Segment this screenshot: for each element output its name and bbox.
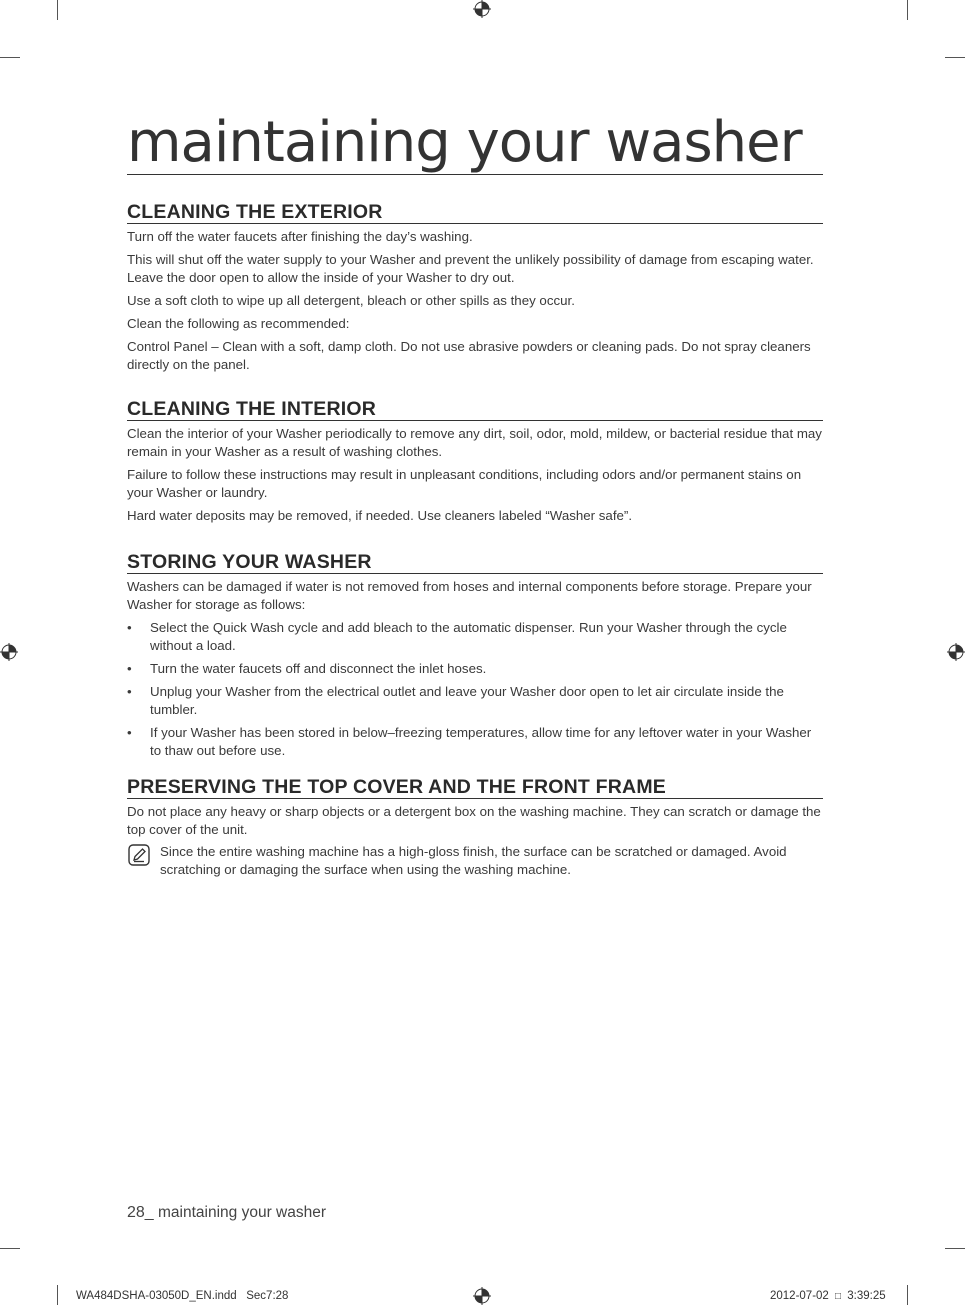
- list-item-text: Select the Quick Wash cycle and add bleach to the automatic dispenser. Run your Washer through the cycle without a load.: [150, 620, 787, 653]
- crop-mark: [0, 1248, 20, 1249]
- paragraph: Washers can be damaged if water is not removed from hoses and internal components before storage. Prepare your Washer for storage as follows:: [127, 579, 812, 612]
- section-heading: STORING YOUR WASHER: [127, 551, 823, 574]
- crop-mark: [945, 1248, 965, 1249]
- bullet-marker: •: [127, 725, 132, 740]
- slug-date: 2012-07-02: [770, 1290, 829, 1302]
- registration-mark-icon: [473, 0, 491, 18]
- list-item: [127, 683, 823, 719]
- section-preserving-top-cover: [127, 776, 823, 879]
- paragraph: This will shut off the water supply to your Washer and prevent the unlikely possibility of damage from escaping water. Leave the door open to allow the inside of your Washer to dry out.: [127, 252, 814, 285]
- crop-mark: [57, 0, 58, 20]
- section-storing-washer: [127, 551, 823, 765]
- crop-mark: [0, 57, 20, 58]
- registration-mark-icon: [947, 643, 965, 661]
- section-heading: CLEANING THE EXTERIOR: [127, 201, 823, 224]
- note-pencil-icon: [128, 844, 150, 866]
- crop-mark: [57, 1285, 58, 1305]
- paragraph: Do not place any heavy or sharp objects or a detergent box on the washing machine. They can scratch or damage the top cover of the unit.: [127, 804, 821, 837]
- paragraph: Control Panel – Clean with a soft, damp cloth. Do not use abrasive powders or cleaning pads. Do not spray cleaners directly on the panel.: [127, 339, 811, 372]
- print-slug-timestamp: [770, 1290, 886, 1302]
- bullet-marker: •: [127, 620, 132, 635]
- slug-time: 3:39:25: [847, 1290, 886, 1302]
- section-heading: PRESERVING THE TOP COVER AND THE FRONT FRAME: [127, 776, 823, 799]
- page-number: 28_: [127, 1204, 154, 1221]
- section-heading: CLEANING THE INTERIOR: [127, 398, 823, 421]
- page-title-text: maintaining your washer: [127, 110, 802, 175]
- paragraph: Hard water deposits may be removed, if needed. Use cleaners labeled “Washer safe”.: [127, 508, 633, 523]
- crop-mark: [945, 57, 965, 58]
- section-cleaning-interior: [127, 398, 823, 525]
- list-item: [127, 660, 823, 678]
- paragraph: Failure to follow these instructions may result in unpleasant conditions, including odors and/or permanent stains on your Washer or laundry.: [127, 467, 802, 500]
- bullet-marker: •: [127, 661, 132, 676]
- paragraph: Clean the following as recommended:: [127, 316, 350, 331]
- note-text: Since the entire washing machine has a high-gloss finish, the surface can be scratched or damaged. Avoid scratching or damaging the surface when using the washing machine.: [160, 844, 787, 877]
- list-item: [127, 724, 823, 760]
- footer-label: maintaining your washer: [158, 1204, 327, 1221]
- slug-glyph: □: [835, 1291, 842, 1302]
- list-item-text: Unplug your Washer from the electrical outlet and leave your Washer door open to let air circulate inside the tumbler.: [150, 684, 784, 717]
- list-item: [127, 619, 823, 655]
- registration-mark-icon: [473, 1287, 491, 1305]
- paragraph: Clean the interior of your Washer periodically to remove any dirt, soil, odor, mold, mildew, or bacterial residue that may remain in your Washer as a result of washing clothes.: [127, 426, 822, 459]
- note: [127, 843, 823, 879]
- page-title: [127, 112, 823, 175]
- page-footer: [127, 1204, 326, 1222]
- paragraph: Use a soft cloth to wipe up all detergent, bleach or other spills as they occur.: [127, 293, 575, 308]
- storage-steps-list: [127, 619, 823, 760]
- bullet-marker: •: [127, 684, 132, 699]
- registration-mark-icon: [0, 643, 18, 661]
- crop-mark: [907, 1285, 908, 1305]
- paragraph: Turn off the water faucets after finishing the day’s washing.: [127, 229, 473, 244]
- list-item-text: If your Washer has been stored in below–freezing temperatures, allow time for any leftover water in your Washer to thaw out before use.: [150, 725, 812, 758]
- list-item-text: Turn the water faucets off and disconnect the inlet hoses.: [150, 661, 487, 676]
- section-cleaning-exterior: [127, 201, 823, 374]
- crop-mark: [907, 0, 908, 20]
- print-slug-file: WA484DSHA-03050D_EN.indd Sec7:28: [76, 1290, 289, 1302]
